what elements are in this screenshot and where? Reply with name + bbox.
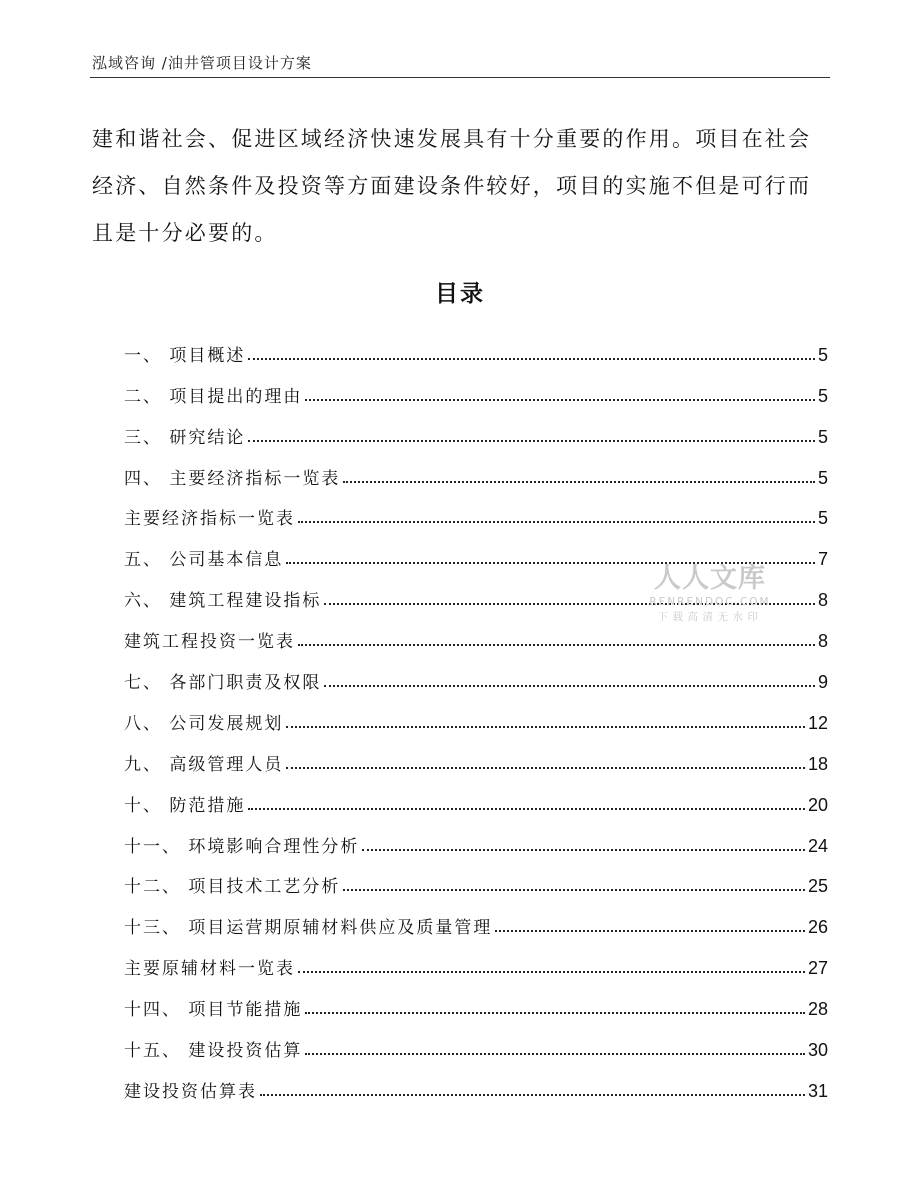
toc-entry-label: 公司发展规划 <box>169 713 284 734</box>
toc-dot-leader <box>286 726 805 728</box>
toc-title: 目录 <box>435 281 485 307</box>
header-divider <box>90 77 830 78</box>
toc-dot-leader <box>286 767 805 769</box>
toc-entry-page: 5 <box>817 344 828 365</box>
toc-entry-label: 防范措施 <box>169 795 246 816</box>
toc-entry-page: 24 <box>807 835 828 856</box>
toc-dot-leader <box>362 849 805 851</box>
toc-entry-number: 九、 <box>124 754 170 775</box>
toc-entry-label: 公司基本信息 <box>169 550 284 571</box>
toc-entry-label: 建筑工程投资一览表 <box>124 632 295 653</box>
toc-entry-label: 项目节能措施 <box>188 1000 303 1021</box>
toc-dot-leader <box>324 603 815 605</box>
toc-entry-label: 研究结论 <box>169 427 246 448</box>
toc-entry-page: 5 <box>817 467 828 488</box>
toc-entry-page: 25 <box>807 876 828 897</box>
toc-entry-number: 五、 <box>124 550 170 571</box>
toc-entry[interactable] <box>124 734 828 775</box>
toc-entry[interactable] <box>124 366 828 407</box>
toc-entry-number: 八、 <box>124 713 170 734</box>
toc-entry-label: 建筑工程建设指标 <box>169 591 322 612</box>
toc-dot-leader <box>343 481 815 483</box>
toc-dot-leader <box>298 521 815 523</box>
toc-dot-leader <box>305 1012 805 1014</box>
toc-entry-label: 主要经济指标一览表 <box>169 468 341 489</box>
toc-entry-page: 5 <box>817 385 828 406</box>
toc-entry-page: 12 <box>807 712 828 733</box>
toc-entry-label: 建设投资估算 <box>188 1041 303 1062</box>
toc-entry-number: 二、 <box>124 386 170 407</box>
toc-entry[interactable] <box>124 938 828 979</box>
toc-dot-leader <box>343 889 805 891</box>
toc-dot-leader <box>305 1053 805 1055</box>
toc-entry-page: 5 <box>817 426 828 447</box>
toc-dot-leader <box>305 399 815 401</box>
toc-entry[interactable] <box>124 407 828 448</box>
toc-dot-leader <box>495 930 805 932</box>
toc-entry-page: 18 <box>807 753 828 774</box>
toc-entry-page: 26 <box>807 917 828 938</box>
toc-entry-number: 十四、 <box>124 1000 189 1021</box>
toc-entry-number: 十三、 <box>124 918 189 939</box>
toc-entry-page: 20 <box>807 794 828 815</box>
toc-entry-label: 项目运营期原辅材料供应及质量管理 <box>188 918 493 939</box>
toc-dot-leader <box>286 562 815 564</box>
toc-entry[interactable] <box>124 448 828 489</box>
toc-entry-page: 28 <box>807 999 828 1020</box>
page-header: 泓域咨询 /油井管项目设计方案 <box>92 54 312 72</box>
toc-entry[interactable] <box>124 611 828 652</box>
toc-dot-leader <box>248 358 815 360</box>
toc-entry[interactable] <box>124 1020 828 1061</box>
toc-entry[interactable] <box>124 897 828 938</box>
toc-entry-label: 主要原辅材料一览表 <box>124 959 295 980</box>
watermark-subtitle: 下载高清无水印 <box>657 611 763 623</box>
toc-dot-leader <box>298 971 805 973</box>
toc-entry[interactable] <box>124 570 828 611</box>
toc-dot-leader <box>248 808 805 810</box>
toc-entry[interactable] <box>124 693 828 734</box>
intro-paragraph: 建和谐社会、促进区域经济快速发展具有十分重要的作用。项目在社会经济、自然条件及投资等方面建设条件较好，项目的实施不但是可行而且是十分必要的。 <box>92 127 812 245</box>
toc-entry-label: 高级管理人员 <box>169 754 284 775</box>
toc-entry-page: 31 <box>807 1080 828 1101</box>
toc-entry-label: 建设投资估算表 <box>124 1081 257 1102</box>
toc-entry-number: 一、 <box>124 345 170 366</box>
toc-entry-page: 8 <box>817 631 828 652</box>
toc-entry-page: 30 <box>807 1040 828 1061</box>
toc-entry[interactable] <box>124 857 828 898</box>
toc-entry-label: 项目技术工艺分析 <box>188 877 341 898</box>
toc-entry-page: 5 <box>817 508 828 529</box>
toc-entry[interactable] <box>124 529 828 570</box>
toc-entry[interactable] <box>124 775 828 816</box>
toc-dot-leader <box>324 685 815 687</box>
toc-entry[interactable] <box>124 325 828 366</box>
watermark-title: 人人文库 <box>654 563 766 594</box>
toc-entry-number: 十五、 <box>124 1041 189 1062</box>
toc-entry[interactable] <box>124 652 828 693</box>
toc-entry-number: 十二、 <box>124 877 189 898</box>
toc-entry-label: 主要经济指标一览表 <box>124 509 295 530</box>
toc-entry[interactable] <box>124 1061 828 1102</box>
toc-entry-label: 环境影响合理性分析 <box>188 836 360 857</box>
toc-entry[interactable] <box>124 489 828 530</box>
toc-entry[interactable] <box>124 979 828 1020</box>
toc-entry-number: 三、 <box>124 427 170 448</box>
toc-entry-number: 六、 <box>124 591 170 612</box>
toc-entry-page: 7 <box>817 549 828 570</box>
toc-entry-number: 十、 <box>124 795 170 816</box>
toc-entry-page: 9 <box>817 672 828 693</box>
toc-entry-page: 27 <box>807 958 828 979</box>
toc-dot-leader <box>248 440 815 442</box>
toc-entry-label: 项目概述 <box>169 345 246 366</box>
toc-entry[interactable] <box>124 816 828 857</box>
toc-entry-page: 8 <box>817 590 828 611</box>
toc-dot-leader <box>260 1094 805 1096</box>
watermark-url: RENRENDOC.COM <box>649 596 771 608</box>
toc-dot-leader <box>298 644 815 646</box>
toc-entry-number: 十一、 <box>124 836 189 857</box>
table-of-contents <box>124 325 828 1102</box>
toc-entry-label: 项目提出的理由 <box>169 386 303 407</box>
toc-entry-number: 七、 <box>124 673 170 694</box>
toc-entry-label: 各部门职责及权限 <box>169 673 322 694</box>
toc-entry-number: 四、 <box>124 468 170 489</box>
